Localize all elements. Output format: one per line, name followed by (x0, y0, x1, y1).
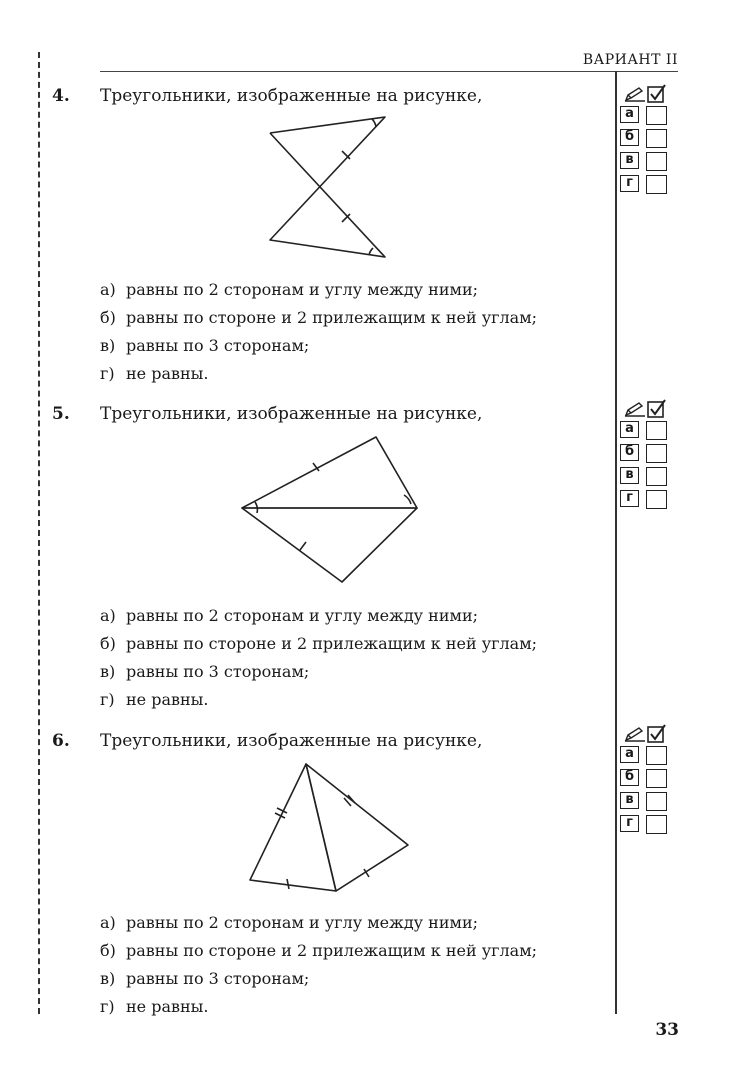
cut-line (38, 52, 40, 1014)
triangle-upper (242, 437, 417, 508)
triangle-lower (242, 508, 417, 582)
answer-label-a: а (620, 421, 639, 438)
option-g[interactable]: г) не равны. (100, 364, 209, 383)
pencil-icon (624, 86, 646, 102)
checkbox-checked-icon (647, 84, 667, 103)
answer-label-a: а (620, 106, 639, 123)
page-number: 33 (655, 1020, 679, 1040)
angle-arc-bottom (369, 248, 373, 255)
answer-cell-v[interactable] (646, 792, 667, 811)
checkbox-checked-icon (647, 399, 667, 418)
answer-label-v: в (620, 467, 639, 484)
answer-column-divider (615, 71, 617, 1014)
angle-arc-top (372, 119, 376, 127)
answer-label-b: б (620, 129, 639, 146)
option-a[interactable]: а) равны по 2 сторонам и углу между ними; (100, 913, 478, 932)
answer-label-g: г (620, 490, 639, 507)
problem-number: 6. (52, 731, 70, 751)
answer-cell-g[interactable] (646, 490, 667, 509)
problem-text: Треугольники, изображенные на рисунке, (100, 86, 483, 106)
pencil-icon (624, 401, 646, 417)
header-rule (100, 71, 678, 72)
figure-triangles-kite (234, 430, 426, 588)
answer-label-b: б (620, 769, 639, 786)
option-g[interactable]: г) не равны. (100, 690, 209, 709)
answer-cell-b[interactable] (646, 769, 667, 788)
answer-cell-b[interactable] (646, 444, 667, 463)
answer-label-a: а (620, 746, 639, 763)
triangles-outline (270, 117, 385, 257)
options-list (100, 909, 537, 1021)
option-b[interactable]: б) равны по стороне и 2 прилежащим к ней углам; (100, 308, 538, 327)
answer-cell-a[interactable] (646, 421, 667, 440)
variant-label: ВАРИАНТ II (582, 52, 678, 68)
answer-label-g: г (620, 175, 639, 192)
answer-box-6 (620, 724, 670, 836)
option-v[interactable]: в) равны по 3 сторонам; (100, 336, 310, 355)
triangle-right (306, 764, 408, 891)
answer-box-5 (620, 399, 670, 511)
options-list (100, 276, 537, 388)
option-v[interactable]: в) равны по 3 сторонам; (100, 662, 310, 681)
answer-cell-b[interactable] (646, 129, 667, 148)
answer-cell-v[interactable] (646, 152, 667, 171)
answer-label-v: в (620, 152, 639, 169)
problem-text: Треугольники, изображенные на рисунке, (100, 731, 483, 751)
option-a[interactable]: а) равны по 2 сторонам и углу между ними; (100, 280, 478, 299)
figure-triangles-bowtie (260, 110, 400, 262)
option-g[interactable]: г) не равны. (100, 997, 209, 1016)
pencil-icon (624, 726, 646, 742)
triangle-left (250, 764, 336, 891)
answer-cell-a[interactable] (646, 106, 667, 125)
answer-label-v: в (620, 792, 639, 809)
tick-mark-bottom-left (287, 879, 289, 889)
option-a[interactable]: а) равны по 2 сторонам и углу между ними; (100, 606, 478, 625)
answer-box-4 (620, 84, 670, 196)
options-list (100, 602, 537, 714)
option-v[interactable]: в) равны по 3 сторонам; (100, 969, 310, 988)
problem-text: Треугольники, изображенные на рисунке, (100, 404, 483, 424)
option-b[interactable]: б) равны по стороне и 2 прилежащим к ней углам; (100, 634, 538, 653)
answer-cell-g[interactable] (646, 175, 667, 194)
answer-cell-a[interactable] (646, 746, 667, 765)
figure-triangles-shared-side (244, 757, 416, 897)
tick-mark-lower (300, 542, 306, 550)
answer-label-b: б (620, 444, 639, 461)
problem-number: 4. (52, 86, 70, 106)
answer-cell-v[interactable] (646, 467, 667, 486)
answer-label-g: г (620, 815, 639, 832)
checkbox-checked-icon (647, 724, 667, 743)
answer-cell-g[interactable] (646, 815, 667, 834)
option-b[interactable]: б) равны по стороне и 2 прилежащим к ней углам; (100, 941, 538, 960)
problem-number: 5. (52, 404, 70, 424)
